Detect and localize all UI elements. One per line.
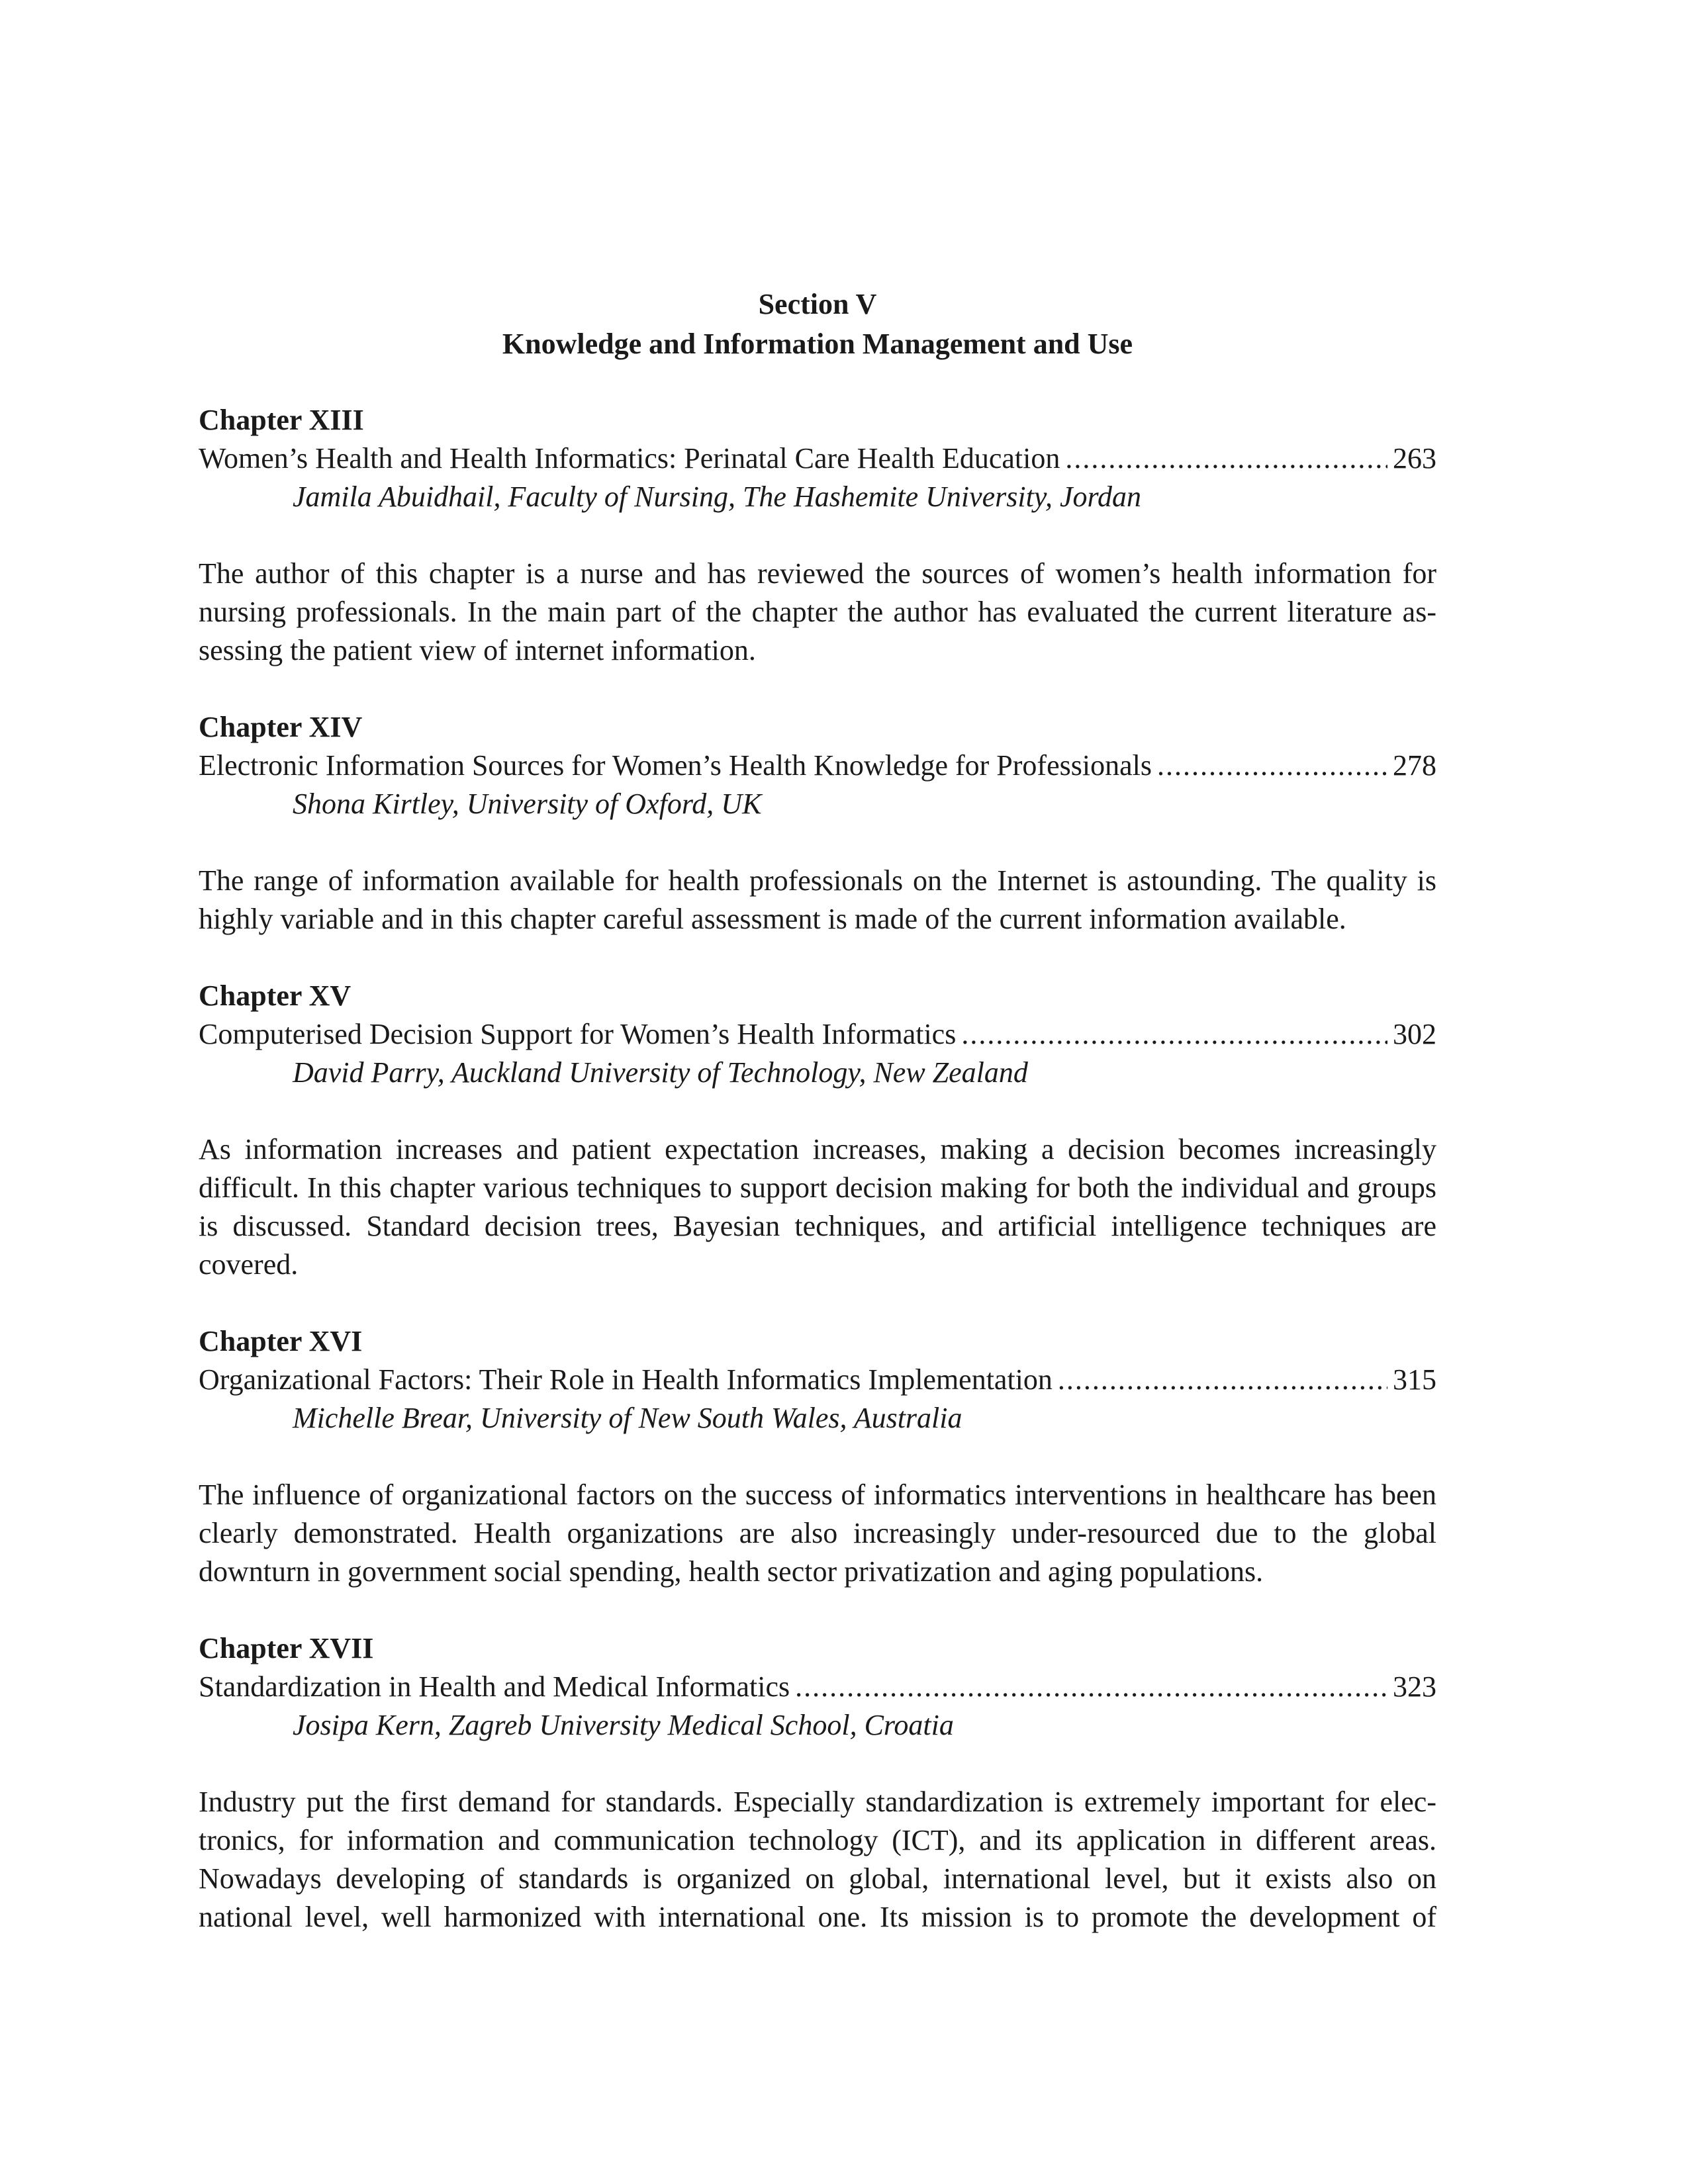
chapter-title-line[interactable] — [199, 1015, 1436, 1054]
chapter-abstract: The influence of organizational factors on the success of informatics interventions in healthcare has been clearly demonstrated. Health organizations are also increasingly under-resourced due to the global downturn in government social spending, health sector privatization and aging populations. — [199, 1479, 1436, 1588]
page-number[interactable]: 278 — [1393, 749, 1436, 782]
chapter-title[interactable]: Electronic Information Sources for Women’s Health Knowledge for Professionals — [199, 749, 1152, 782]
dot-leader — [1157, 747, 1387, 785]
chapter-entry — [199, 1322, 1436, 1591]
spacer — [199, 1591, 1436, 1629]
chapter-author: Jamila Abuidhail, Faculty of Nursing, The Hashemite University, Jordan — [293, 480, 1141, 513]
chapter-author: Josipa Kern, Zagreb University Medical School, Croatia — [293, 1709, 954, 1741]
chapter-title-line[interactable] — [199, 747, 1436, 785]
spacer — [199, 1284, 1436, 1322]
page-number[interactable]: 315 — [1393, 1363, 1436, 1396]
dot-leader — [1065, 439, 1387, 478]
toc-page — [199, 285, 1436, 1936]
chapter-title[interactable]: Women’s Health and Health Informatics: Perinatal Care Health Education — [199, 442, 1060, 475]
chapter-abstract: The range of information available for health professionals on the Internet is astounding. The quality is highly variable and in this chapter careful assessment is made of the current information available. — [199, 864, 1436, 935]
chapter-title[interactable]: Standardization in Health and Medical Informatics — [199, 1670, 790, 1703]
spacer — [199, 938, 1436, 977]
chapter-title-line[interactable] — [199, 1668, 1436, 1706]
page-number[interactable]: 323 — [1393, 1670, 1436, 1703]
chapter-label: Chapter XIV — [199, 711, 363, 743]
chapter-label: Chapter XIII — [199, 404, 364, 436]
dot-leader — [1058, 1361, 1387, 1399]
spacer — [199, 670, 1436, 708]
chapter-author: David Parry, Auckland University of Technology, New Zealand — [293, 1056, 1028, 1089]
section-title: Knowledge and Information Management and Use — [502, 328, 1133, 360]
page-number[interactable]: 302 — [1393, 1018, 1436, 1050]
chapter-entry — [199, 1629, 1436, 1936]
chapter-abstract: The author of this chapter is a nurse and has reviewed the sources of women’s health information for nursing professionals. In the main part of the chapter the author has evaluated the current literature assessing the patient view of internet information. — [199, 557, 1436, 666]
chapter-abstract: As information increases and patient expectation increases, making a decision becomes increasingly difficult. In this chapter various techniques to support decision making for both the individual and groups is discussed. Standard decision trees, Bayesian techniques, and artificial intelligence techniques are covered. — [199, 1133, 1436, 1281]
chapter-title-line[interactable] — [199, 439, 1436, 478]
chapter-label: Chapter XVII — [199, 1632, 374, 1664]
spacer — [199, 364, 1436, 401]
chapter-title[interactable]: Computerised Decision Support for Women’s Health Informatics — [199, 1018, 957, 1050]
chapter-abstract: Industry put the first demand for standards. Especially standardization is extremely important for electronics, for information and communication technology (ICT), and its application in different areas. Nowadays developing of standards is organized on global, international level, but it exists also on national level, well harmonized with international one. Its mission is to promote the development of — [199, 1786, 1436, 1933]
chapter-author: Shona Kirtley, University of Oxford, UK — [293, 788, 762, 820]
chapter-author: Michelle Brear, University of New South Wales, Australia — [293, 1402, 962, 1434]
chapter-title-line[interactable] — [199, 1361, 1436, 1399]
chapter-label: Chapter XV — [199, 979, 352, 1012]
chapter-label: Chapter XVI — [199, 1325, 363, 1357]
dot-leader — [795, 1668, 1387, 1706]
chapter-entry — [199, 401, 1436, 670]
section-number: Section V — [758, 288, 877, 320]
chapter-title[interactable]: Organizational Factors: Their Role in Health Informatics Implementation — [199, 1363, 1053, 1396]
chapter-entry — [199, 977, 1436, 1284]
chapter-entry — [199, 708, 1436, 938]
page-number[interactable]: 263 — [1393, 442, 1436, 475]
dot-leader — [961, 1015, 1387, 1054]
